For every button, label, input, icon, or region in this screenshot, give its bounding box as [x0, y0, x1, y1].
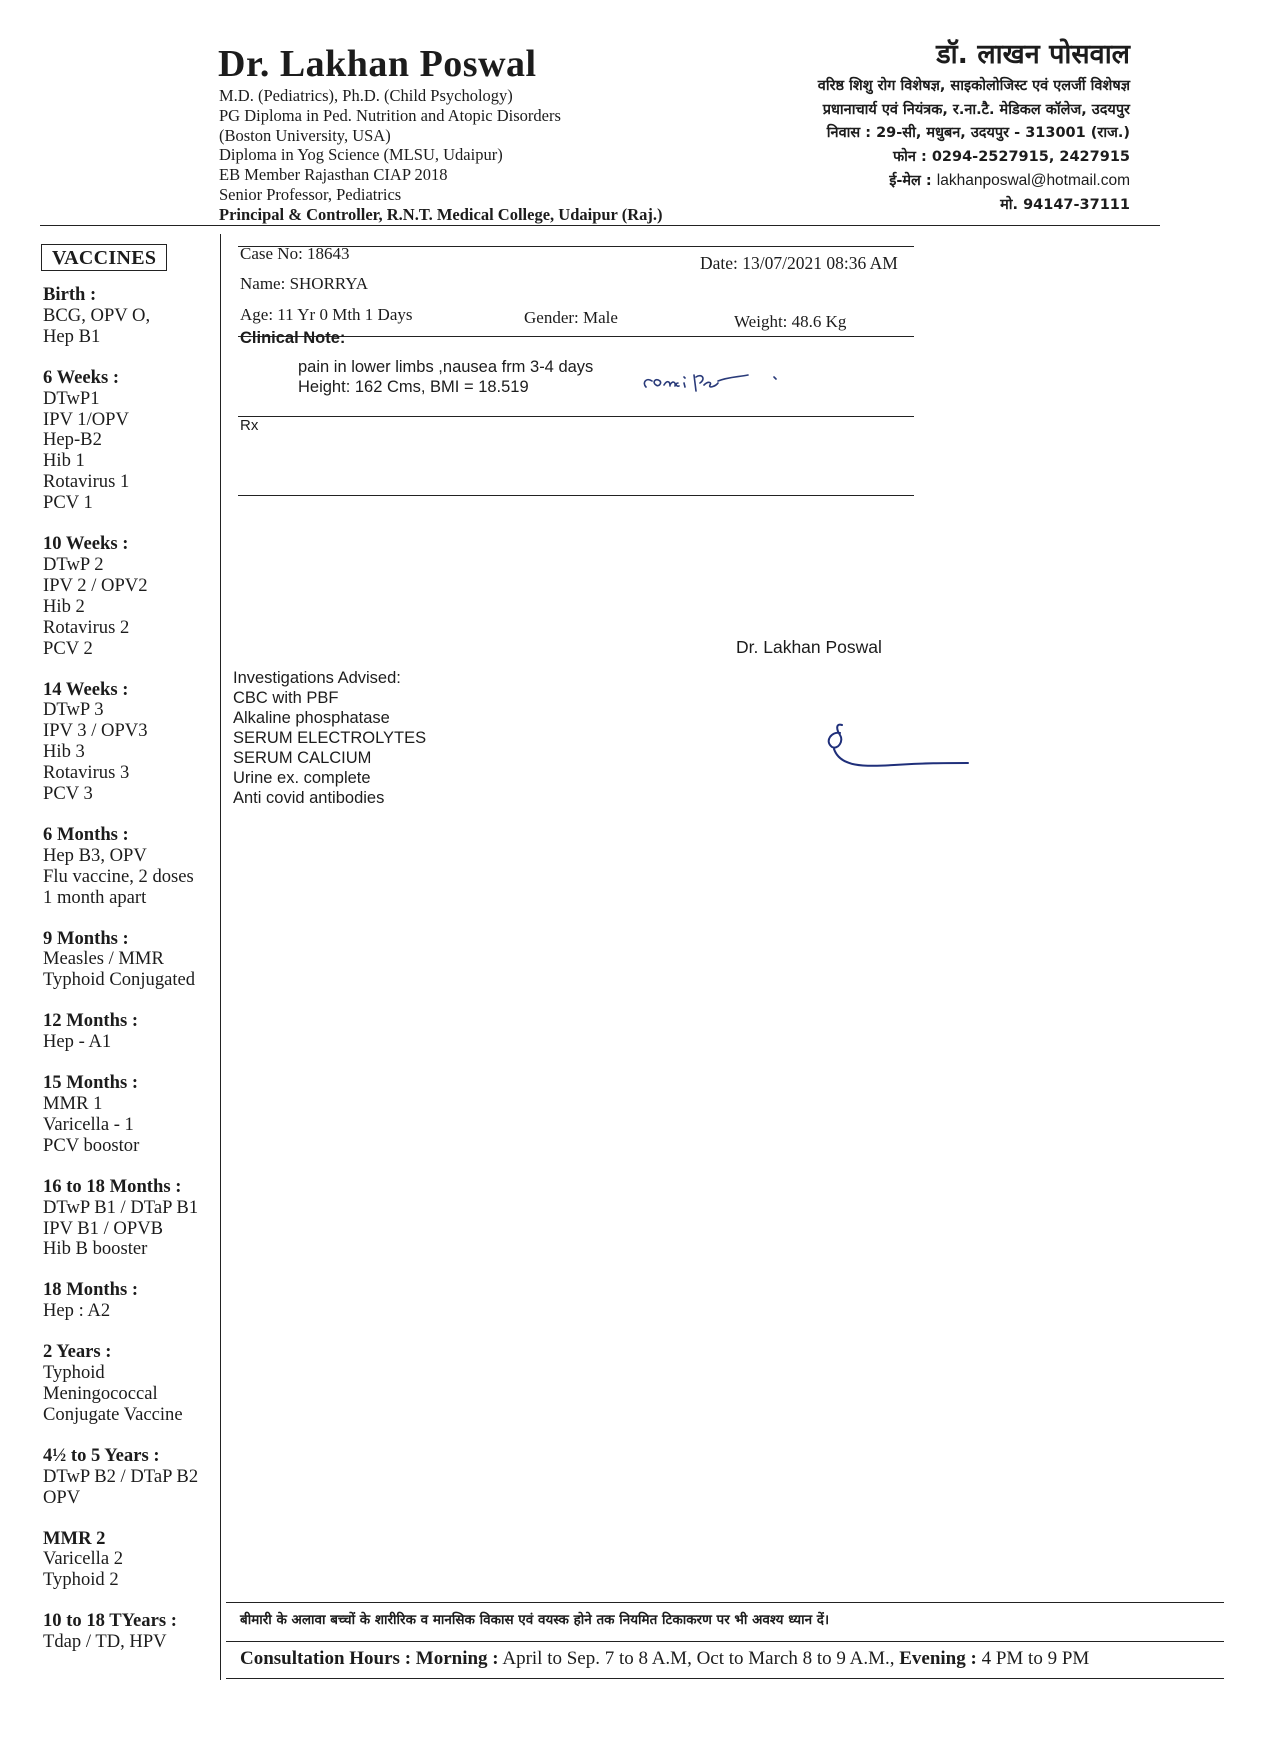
investigation-item: CBC with PBF: [233, 689, 339, 707]
vaccine-group-title: 12 Months :: [43, 1010, 139, 1032]
consultation-label: Consultation Hours :: [240, 1648, 412, 1669]
email-line: [818, 169, 1130, 194]
vaccine-group-title: 10 to 18 TYears :: [43, 1610, 177, 1632]
vaccine-item: 1 month apart: [43, 886, 147, 908]
signature: [812, 705, 972, 775]
hindi-doctor-name: डॉ. लाखन पोसवाल: [936, 39, 1130, 70]
vaccine-item: Hep B1: [43, 325, 101, 347]
clinical-note-label: Clinical Note:: [240, 329, 346, 347]
vaccine-item: IPV 3 / OPV3: [43, 720, 148, 742]
vaccine-group: [43, 680, 198, 805]
hindi-line: निवास : 29-सी, मधुबन, उदयपुर - 313001 (राज.): [826, 125, 1130, 141]
vaccine-item: Hib 3: [43, 741, 85, 763]
vaccine-group: [43, 1342, 198, 1426]
rx-rule: [238, 495, 914, 496]
investigations: [233, 668, 426, 808]
vaccine-item: Rotavirus 2: [43, 616, 130, 638]
vaccine-group-title: 4½ to 5 Years :: [43, 1444, 160, 1466]
vaccine-group-title: Birth :: [43, 284, 97, 305]
vaccine-group-title: 6 Weeks :: [43, 366, 120, 388]
qualifications: [219, 86, 662, 225]
clinical-note-line: Height: 162 Cms, BMI = 18.519: [298, 378, 529, 396]
vaccine-item: Hep : A2: [43, 1300, 111, 1322]
vaccine-schedule: [43, 285, 198, 1673]
qualification-line: Principal & Controller, R.N.T. Medical College, Udaipur (Raj.): [219, 204, 663, 224]
vaccine-group: [43, 1611, 198, 1653]
vaccine-item: Hep - A1: [43, 1031, 112, 1053]
vaccine-group: [43, 1529, 198, 1592]
investigation-item: Anti covid antibodies: [233, 789, 385, 807]
vaccine-item: Hib 2: [43, 595, 85, 617]
investigation-item: Alkaline phosphatase: [233, 709, 390, 727]
vaccine-item: Hib B booster: [43, 1238, 148, 1260]
clinical-rule: [238, 416, 914, 417]
vaccine-group: [43, 1011, 198, 1053]
vaccine-item: IPV 1/OPV: [43, 408, 129, 430]
visit-date: Date: 13/07/2021 08:36 AM: [700, 253, 898, 273]
vaccine-group-title: 14 Weeks :: [43, 678, 129, 700]
vaccine-item: Measles / MMR: [43, 948, 164, 970]
vaccine-item: DTwP 2: [43, 553, 104, 575]
case-number: Case No: 18643: [240, 244, 350, 263]
vaccine-item: Varicella 2: [43, 1548, 124, 1570]
rx-label: Rx: [240, 417, 259, 434]
mobile-line: मो. 94147-37111: [1000, 196, 1130, 213]
footer-bottom-rule: [226, 1678, 1224, 1679]
qualification-line: (Boston University, USA): [219, 125, 391, 145]
vaccine-item: Typhoid: [43, 1362, 105, 1384]
vaccine-group: [43, 1446, 198, 1509]
vaccine-group-title: 9 Months :: [43, 927, 129, 949]
investigation-item: SERUM ELECTROLYTES: [233, 729, 427, 747]
header-divider: [40, 225, 1160, 226]
investigations-title: Investigations Advised:: [233, 669, 401, 687]
investigation-item: Urine ex. complete: [233, 769, 371, 787]
vaccine-item: BCG, OPV O,: [43, 304, 151, 326]
vaccine-group: [43, 1073, 198, 1157]
vaccine-group: [43, 825, 198, 909]
qualification-line: PG Diploma in Ped. Nutrition and Atopic Disorders: [219, 105, 561, 125]
email-address: lakhanposwal@hotmail.com: [936, 172, 1130, 189]
vaccine-item: Varicella - 1: [43, 1113, 134, 1135]
footer-top-rule: [226, 1602, 1224, 1603]
vaccine-item: IPV B1 / OPVB: [43, 1217, 164, 1239]
vaccine-group-title: 6 Months :: [43, 823, 129, 845]
vaccine-group: [43, 285, 198, 348]
vaccine-item: Meningococcal: [43, 1382, 158, 1404]
vaccine-item: Hib 1: [43, 450, 85, 472]
signature-name: Dr. Lakhan Poswal: [736, 637, 882, 657]
qualification-line: EB Member Rajasthan CIAP 2018: [219, 165, 448, 185]
vaccine-item: DTwP B2 / DTaP B2: [43, 1465, 199, 1487]
hindi-line: फोन : 0294-2527915, 2427915: [892, 148, 1130, 165]
vaccine-group: [43, 534, 198, 659]
hindi-line: प्रधानाचार्य एवं नियंत्रक, र.ना.टै. मेडिकल कॉलेज, उदयपुर: [822, 101, 1130, 118]
vaccine-group-title: MMR 2: [43, 1527, 106, 1549]
vaccine-group: [43, 1177, 198, 1261]
vaccine-group-title: 16 to 18 Months :: [43, 1175, 182, 1197]
qualification-line: Diploma in Yog Science (MLSU, Udaipur): [219, 145, 503, 165]
vaccine-item: MMR 1: [43, 1093, 103, 1114]
patient-weight: Weight: 48.6 Kg: [734, 312, 847, 331]
handwritten-note: [640, 363, 830, 403]
email-label: ई-मेल :: [889, 173, 932, 189]
vaccine-item: DTwP1: [43, 387, 100, 409]
morning-hours: April to Sep. 7 to 8 A.M, Oct to March 8 to 9 A.M.,: [502, 1648, 895, 1669]
footer-mid-rule: [226, 1641, 1224, 1642]
vaccine-item: Flu vaccine, 2 doses: [43, 865, 194, 887]
qualification-line: Senior Professor, Pediatrics: [219, 184, 402, 204]
vaccine-item: PCV boostor: [43, 1134, 140, 1156]
vaccine-item: Hep-B2: [43, 429, 102, 451]
qualification-line: M.D. (Pediatrics), Ph.D. (Child Psychology): [219, 86, 513, 105]
vaccine-group-title: 15 Months :: [43, 1072, 139, 1094]
vaccine-item: OPV: [43, 1486, 81, 1508]
clinical-note-line: pain in lower limbs ,nausea frm 3-4 days: [298, 358, 594, 376]
clinical-note: [298, 357, 593, 397]
vaccine-item: PCV 3: [43, 783, 93, 805]
hindi-advisory: बीमारी के अलावा बच्चों के शारीरिक व मानसिक विकास एवं वयस्क होने तक नियमित टिकाकरण पर भी अवश्य ध्यान दें।: [240, 1612, 830, 1628]
vaccine-item: IPV 2 / OPV2: [43, 574, 148, 596]
evening-label: Evening :: [899, 1648, 977, 1669]
vaccine-item: Typhoid Conjugated: [43, 969, 196, 991]
patient-gender: Gender: Male: [524, 308, 618, 327]
doctor-name: Dr. Lakhan Poswal: [218, 43, 537, 85]
sidebar-divider: [220, 234, 221, 1680]
vaccine-group: [43, 368, 198, 514]
vaccine-group: [43, 929, 198, 992]
vaccine-item: Typhoid 2: [43, 1569, 119, 1591]
evening-hours: 4 PM to 9 PM: [981, 1648, 1090, 1669]
vaccine-item: DTwP 3: [43, 699, 104, 721]
vaccine-item: Hep B3, OPV: [43, 844, 147, 866]
vaccine-group: [43, 1280, 198, 1322]
patient-name: Name: SHORRYA: [240, 274, 368, 293]
vaccine-item: DTwP B1 / DTaP B1: [43, 1196, 199, 1218]
morning-label: Morning :: [415, 1648, 499, 1669]
hindi-line: वरिष्ठ शिशु रोग विशेषज्ञ, साइकोलोजिस्ट एवं एलर्जी विशेषज्ञ: [817, 78, 1130, 94]
consultation-hours: [240, 1648, 1089, 1670]
vaccine-item: PCV 2: [43, 637, 93, 659]
vaccine-group-title: 2 Years :: [43, 1341, 112, 1363]
vaccines-heading: VACCINES: [41, 244, 167, 271]
vaccine-item: Rotavirus 1: [43, 471, 130, 493]
vaccine-item: Tdap / TD, HPV: [43, 1631, 167, 1653]
vaccine-group-title: 18 Months :: [43, 1279, 139, 1301]
patient-age: Age: 11 Yr 0 Mth 1 Days: [240, 305, 413, 324]
vaccine-item: Conjugate Vaccine: [43, 1403, 183, 1425]
vaccine-group-title: 10 Weeks :: [43, 533, 129, 555]
investigation-item: SERUM CALCIUM: [233, 749, 372, 767]
vaccine-item: Rotavirus 3: [43, 762, 130, 784]
hindi-header: [818, 34, 1130, 217]
vaccine-item: PCV 1: [43, 492, 93, 514]
